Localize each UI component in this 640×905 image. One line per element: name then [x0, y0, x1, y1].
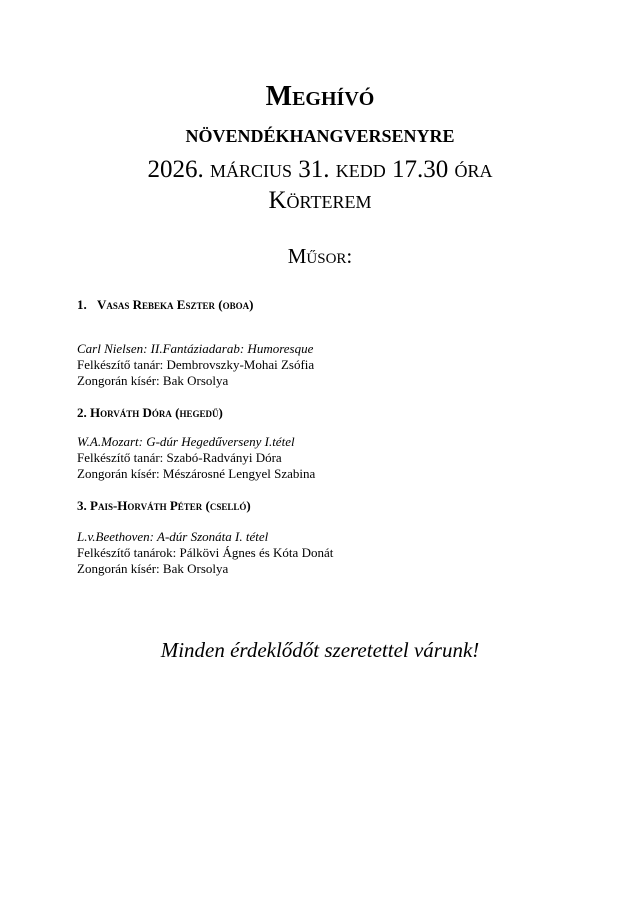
- accompanist-line: Zongorán kísér: Mészárosné Lengyel Szabina: [77, 466, 316, 481]
- event-datetime: 2026. március 31. kedd 17.30 óra: [147, 156, 493, 183]
- program-item-3-details: [77, 529, 333, 577]
- program-item-1-details: [77, 341, 314, 389]
- program-item-2-performer: [77, 405, 223, 421]
- program-item-1-performer: [77, 297, 253, 313]
- program-item-number: 2.: [77, 405, 87, 420]
- performer-name: Horváth Dóra (hegedű): [90, 405, 223, 420]
- piece-title: L.v.Beethoven: A-dúr Szonáta I. tétel: [77, 529, 269, 544]
- event-venue: Körterem: [268, 187, 372, 214]
- accompanist-line: Zongorán kísér: Bak Orsolya: [77, 561, 229, 576]
- program-item-2-details: [77, 434, 315, 482]
- accompanist-line: Zongorán kísér: Bak Orsolya: [77, 373, 229, 388]
- piece-title: Carl Nielsen: II.Fantáziadarab: Humoresque: [77, 341, 314, 356]
- page-title: Meghívó: [265, 81, 375, 112]
- performer-name: Vasas Rebeka Eszter (oboa): [97, 297, 254, 312]
- piece-title: W.A.Mozart: G-dúr Hegedűverseny I.tétel: [77, 434, 295, 449]
- program-item-3-performer: [77, 498, 251, 514]
- teacher-line: Felkészítő tanár: Dembrovszky-Mohai Zsófia: [77, 357, 315, 372]
- closing-message: Minden érdeklődőt szeretettel várunk!: [160, 638, 480, 662]
- program-heading: Műsor:: [287, 244, 353, 268]
- program-item-number: 3.: [77, 498, 87, 513]
- program-item-number: 1.: [77, 297, 87, 312]
- performer-name: Pais-Horváth Péter (cselló): [90, 498, 251, 513]
- teacher-line: Felkészítő tanár: Szabó-Radványi Dóra: [77, 450, 282, 465]
- teacher-line: Felkészítő tanárok: Pálkövi Ágnes és Kóta Donát: [77, 545, 334, 560]
- event-subtitle: növendékhangversenyre: [185, 121, 455, 148]
